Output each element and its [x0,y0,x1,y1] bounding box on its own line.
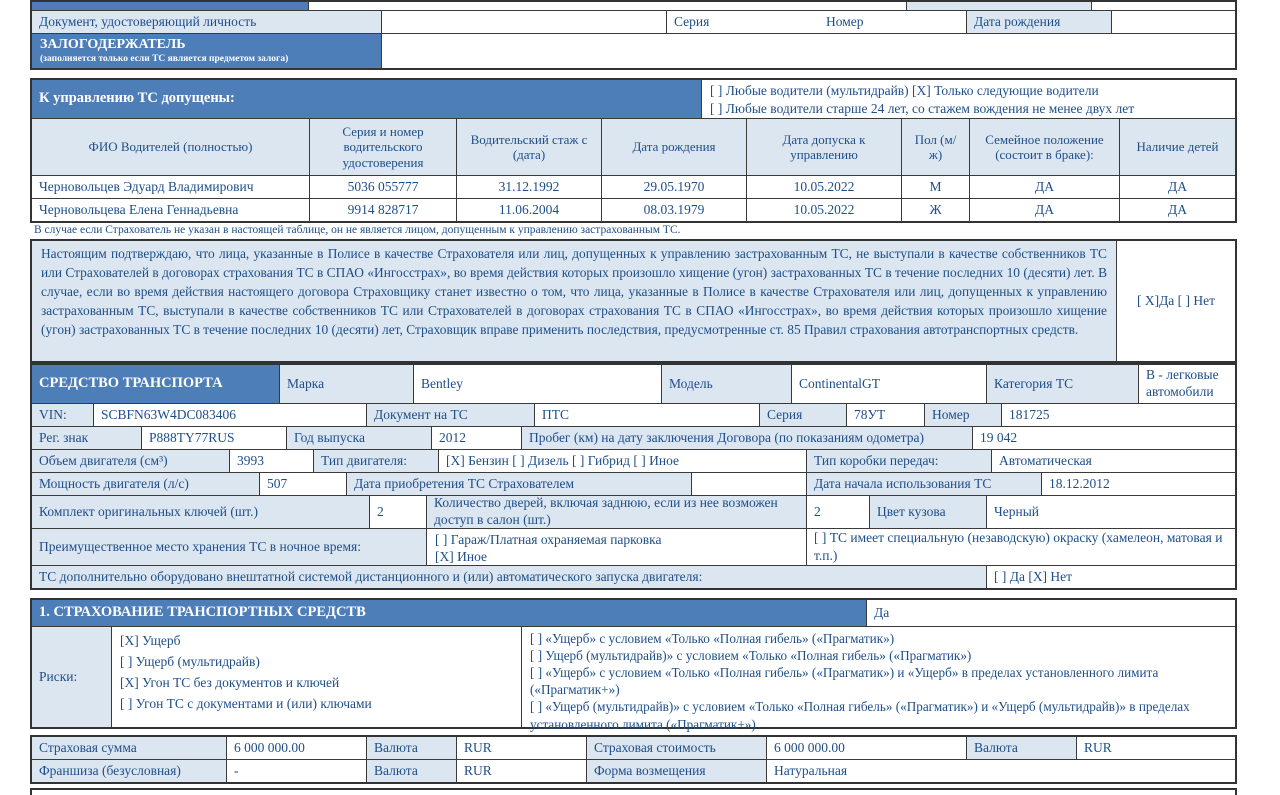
risks-row [32,627,1235,732]
doors-value: 2 [807,496,870,528]
vehicle-table [30,363,1237,590]
currency-label: Валюта [967,737,1077,759]
risk-option: [ ] «Ущерб (мультидрайв)» с условием «Только «Полная гибель» («Прагматик») и «Ущерб (мультидрайв)» в пределах установленного лимита («Прагматик+») [530,699,1190,732]
col-license: Серия и номер водительского удостоверения [310,119,457,175]
keys-label: Комплект оригинальных ключей (шт.) [32,496,370,528]
drivers-section-table [30,78,1237,223]
identity-document-row [32,11,1235,34]
engine-type-options: [X] Бензин [ ] Дизель [ ] Гибрид [ ] Иное [439,450,807,472]
vin-label: VIN: [32,404,94,426]
vehicle-title-row [32,365,1235,404]
col-experience: Водительский стаж с (дата) [457,119,602,175]
compensation-label: Форма возмещения [587,760,767,782]
sum-label: Страховая сумма [32,737,227,759]
storage-options-cell [427,529,807,565]
pledgee-value [382,34,1235,68]
driver-sex: М [902,176,970,198]
owner-section-table [30,0,1237,70]
purchase-date-label: Дата приобретения ТС Страхователем [347,473,692,495]
col-marital: Семейное положение (состоит в браке): [970,119,1120,175]
table-row [32,199,1235,221]
make-label: Марка [280,365,414,403]
driver-children: ДА [1168,202,1187,218]
clipped-cell [309,2,907,10]
keys-value: 2 [370,496,427,528]
storage-label: Преимущественное место хранения ТС в ночное время: [32,529,427,565]
purchase-date-value [692,473,807,495]
col-sex: Пол (м/ж) [902,119,970,175]
engine-volume-label: Объем двигателя (см³) [32,450,230,472]
doc-series-label: Серия [760,404,847,426]
special-paint-option: [ ] ТС имеет специальную (незаводскую) окраску (хамелеон, матовая и т.п.) [814,530,1223,563]
col-fio: ФИО Водителей (полностью) [32,119,310,175]
insurance-title-answer: Да [874,604,890,620]
risk-option: [ ] Угон ТС с документами и (или) ключами [120,695,372,711]
table-row [32,176,1235,199]
usage-date-label: Дата начала использования ТС [807,473,1042,495]
risks-right-cell [522,627,1235,732]
risks-label: Риски: [32,627,112,727]
gearbox-label: Тип коробки передач: [807,450,992,472]
driver-options-cell [702,80,1235,118]
risk-option: [ ] «Ущерб» с условием «Только «Полная гибель» («Прагматик») и «Ущерб» в пределах установленного лимита («Прагматик+») [530,665,1159,698]
franchise-label: Франшиза (безусловная) [32,760,227,782]
driver-name: Черновольцев Эдуард Владимирович [32,176,310,198]
engine-row [32,450,1235,473]
age-option-line: [ ] Любые водители старше 24 лет, со стажем вождения не менее двух лет [710,100,1135,116]
clipped-cell [1092,2,1235,10]
model-value: ContinentalGT [792,365,987,403]
vehicle-doc-value: ПТС [535,404,760,426]
power-label: Мощность двигателя (л/с) [32,473,260,495]
vin-value: SCBFN63W4DC083406 [94,404,367,426]
mileage-value: 19 042 [980,429,1018,445]
remote-start-answer: [ ] Да [X] Нет [994,568,1073,584]
driver-birthdate: 08.03.1979 [602,199,747,221]
engine-type-label: Тип двигателя: [314,450,439,472]
doors-label: Количество дверей, включая заднюю, если из нее возможен доступ в салон (шт.) [427,496,807,528]
clipped-next-table [30,788,1237,795]
currency-value: RUR [1084,739,1112,755]
storage-option-other: [X] Иное [435,549,487,565]
risk-option: [ ] Ущерб (мультидрайв)» с условием «Только «Полная гибель» («Прагматик») [530,647,972,663]
cost-value: 6 000 000.00 [767,737,967,759]
insured-sum-row [32,737,1235,760]
risk-option: [X] Ущерб [120,632,181,648]
doc-series-value: 78УТ [847,404,925,426]
vehicle-section-title: СРЕДСТВО ТРАНСПОРТА [32,365,280,403]
storage-option-garage: [ ] Гараж/Платная охраняемая парковка [435,531,662,547]
declaration-table [30,239,1237,363]
declaration-text: Настоящим подтверждаю, что лица, указанные в Полисе в качестве Страхователя или лиц, допущенных к управлению застрахованным ТС, не выступали в качестве собственников ТС или Страхователей в договорах страхования ТС в СПАО «Ингосстрах», во время действия которых произошло хищение (угон) застрахованных ТС в течение последних 10 (десяти) лет. В случае, если во время действия настоящего договора Страховщику станет известно о том, что лица, указанные в Полисе в качестве Страхователя или лиц, допущенных к управлению застрахованным ТС, выступали в качестве собственников ТС или Страхователей в договорах страхования ТС в СПАО «Ингосстрах», во время действия которых произошло хищение (угон) застрахованных ТС в течение последних 10 (десяти) лет, Страховщик вправе применить последствия, предусмотренные ст. 85 Правил страхования автотранспортных средств. [32,241,1117,361]
risk-option: [ ] Ущерб (мультидрайв) [120,653,260,669]
drivers-section-title: К управлению ТС допущены: [32,80,702,118]
category-value: В - легковые автомобили [1146,366,1219,399]
identity-document-label: Документ, удостоверяющий личность [32,11,382,33]
franchise-value: - [227,760,367,782]
col-children: Наличие детей [1120,119,1235,175]
keys-doors-row [32,496,1235,529]
driver-marital: ДА [970,176,1120,198]
currency-value: RUR [457,737,587,759]
year-label: Год выпуска [287,427,432,449]
driver-admission: 10.05.2022 [747,176,902,198]
pledgee-header [32,34,382,68]
make-value: Bentley [414,365,662,403]
doc-number-label: Номер [925,404,1002,426]
remote-start-row [32,566,1235,588]
multidrive-option-line: [ ] Любые водители (мультидрайв) [X] Только следующие водители [710,83,1099,98]
body-color-label: Цвет кузова [870,496,987,528]
sums-table [30,735,1237,784]
mileage-label: Пробег (км) на дату заключения Договора (по показаниям одометра) [522,427,973,449]
pledgee-title: ЗАЛОГОДЕРЖАТЕЛЬ [40,37,186,52]
driver-marital: ДА [970,199,1120,221]
drivers-header-row [32,80,1235,119]
franchise-row [32,760,1235,782]
driver-children: ДА [1168,179,1187,195]
insurance-section-table [30,598,1237,732]
currency-value: RUR [457,760,587,782]
storage-row [32,529,1235,566]
driver-experience: 31.12.1992 [457,176,602,198]
driver-experience: 11.06.2004 [457,199,602,221]
number-label: Номер [826,14,864,30]
risk-option: [X] Угон ТС без документов и ключей [120,674,340,690]
insurance-title-row [32,600,1235,627]
driver-sex: Ж [902,199,970,221]
risk-option: [ ] «Ущерб» с условием «Только «Полная гибель» («Прагматик») [530,630,895,646]
pledgee-row [32,34,1235,68]
identity-document-value [382,11,667,33]
drivers-table-header [32,119,1235,176]
reg-row [32,427,1235,450]
insurance-section-title: 1. СТРАХОВАНИЕ ТРАНСПОРТНЫХ СРЕДСТВ [32,600,867,626]
pledgee-subtitle: (заполняется только если ТС является предметом залога) [40,54,289,65]
body-color-value: Черный [994,503,1040,519]
driver-name: Черновольцева Елена Геннадьевна [32,199,310,221]
series-number-cell [667,11,967,33]
declaration-row [32,241,1235,361]
risks-left-cell [112,627,522,727]
sum-value: 6 000 000.00 [227,737,367,759]
power-value: 507 [260,473,347,495]
driver-birthdate: 29.05.1970 [602,176,747,198]
gearbox-value: Автоматическая [999,452,1092,468]
birthdate-value [1112,11,1235,33]
col-birthdate: Дата рождения [602,119,747,175]
clipped-row [32,2,1235,11]
clipped-cell [907,2,1092,10]
reg-label: Рег. знак [32,427,142,449]
reg-value: P888TY77RUS [142,427,287,449]
declaration-answer: [ Х]Да [ ] Нет [1136,292,1216,308]
category-label: Категория ТС [987,365,1139,403]
vehicle-doc-label: Документ на ТС [367,404,535,426]
compensation-value: Натуральная [774,762,848,778]
currency-label: Валюта [367,737,457,759]
engine-volume-value: 3993 [230,450,314,472]
usage-date-value: 18.12.2012 [1049,475,1110,491]
driver-license: 9914 828717 [310,199,457,221]
power-row [32,473,1235,496]
vin-row [32,404,1235,427]
cost-label: Страховая стоимость [587,737,767,759]
year-value: 2012 [432,427,522,449]
doc-number-value: 181725 [1009,406,1050,422]
clipped-cell [32,2,309,10]
driver-license: 5036 055777 [310,176,457,198]
col-admission: Дата допуска к управлению [747,119,902,175]
drivers-footnote: В случае если Страхователь не указан в настоящей таблице, он не является лицом, допущенным к управлению застрахованным ТС. [34,224,681,236]
remote-start-label: ТС дополнительно оборудовано внештатной системой дистанционного и (или) автоматического запуска двигателя: [32,566,987,588]
series-label: Серия [674,14,710,30]
currency-label: Валюта [367,760,457,782]
birthdate-label: Дата рождения [967,11,1112,33]
driver-admission: 10.05.2022 [747,199,902,221]
model-label: Модель [662,365,792,403]
